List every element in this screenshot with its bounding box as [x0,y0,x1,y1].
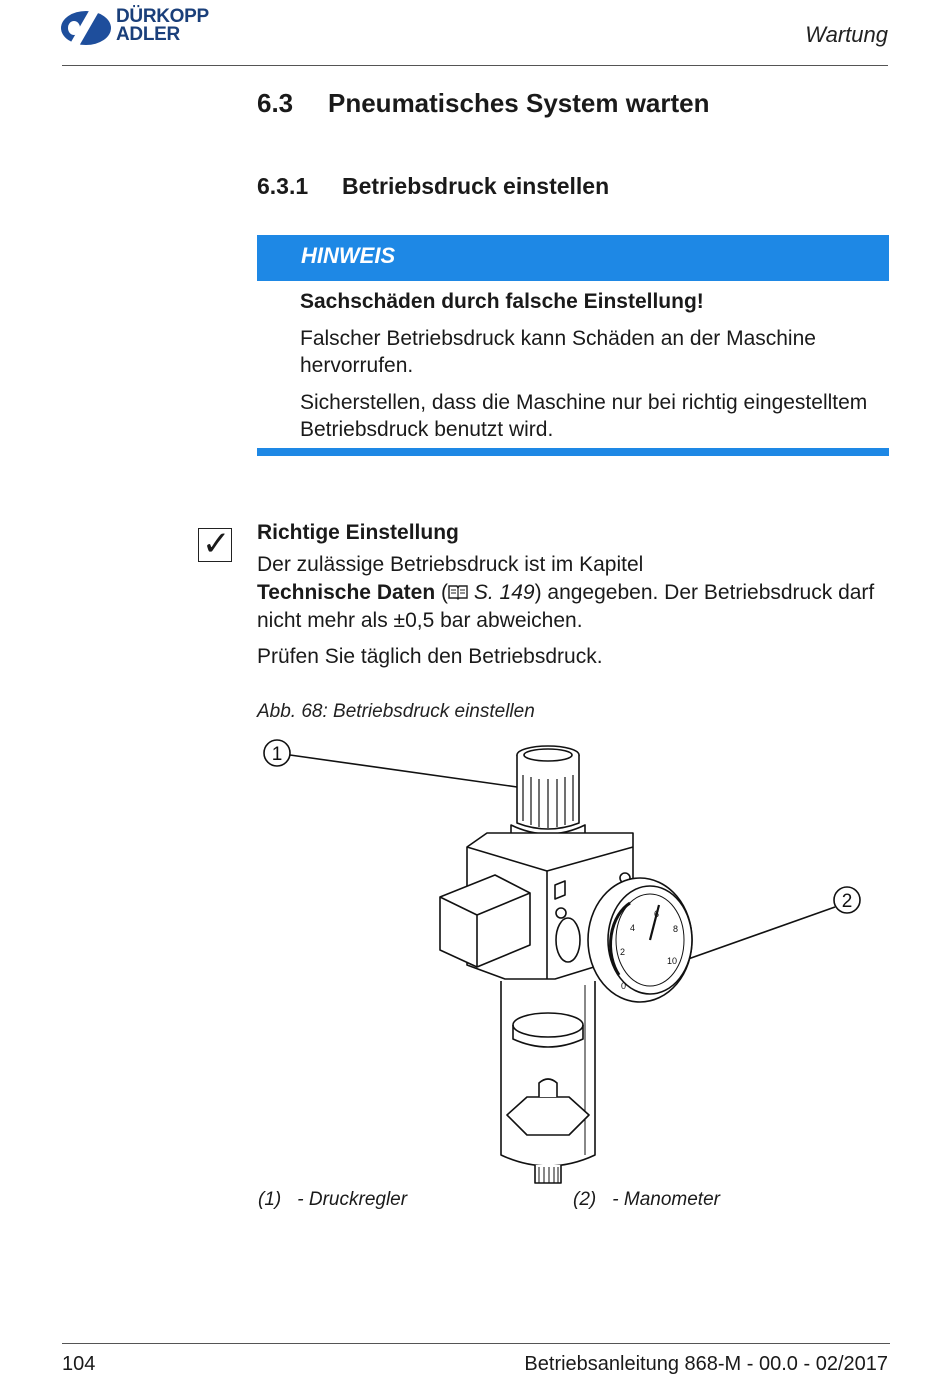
legend-text: - Manometer [612,1189,720,1210]
page-reference[interactable]: S. 149 [473,581,535,604]
brand-logo-icon [60,10,112,46]
notice-label: HINWEIS [301,243,396,268]
brand-logo [60,8,230,50]
legend-text: - Druckregler [297,1189,408,1210]
svg-text:8: 8 [673,924,679,934]
ref-open: ( [435,581,448,604]
ref-close: ) angegeben. Der Betriebsdruck darf nicht mehr als ±0,5 bar abweichen. [257,581,875,632]
notice-heading: Sachschäden durch falsche Einstellung! [300,290,704,313]
notice-text-2: Sicherstellen, dass die Maschine nur bei richtig eingestelltem Betriebsdruck benutzt wird. [300,391,868,441]
callout-1 [264,740,517,787]
setting-paragraph-2: Prüfen Sie täglich den Betriebsdruck. [257,645,603,668]
checkmark-icon [198,525,232,563]
brand-line-1: DÜRKOPP [116,6,209,27]
notice-footer-bar [257,448,889,456]
notice-text-1: Falscher Betriebsdruck kann Schäden an der Maschine hervorrufen. [300,327,816,377]
legend-number: (1) [258,1189,282,1210]
legend-item-2 [573,1189,720,1211]
notice-body [300,288,888,453]
setting-paragraph-1 [257,551,897,635]
svg-text:6: 6 [654,909,660,919]
svg-text:0: 0 [621,981,627,991]
header-divider [62,65,888,66]
callout-2-label: 2 [841,891,853,912]
manometer-gauge [588,878,692,1002]
svg-text:4: 4 [630,923,636,933]
book-icon [448,584,468,600]
chapter-link[interactable]: Technische Daten [257,581,436,604]
callout-1-label: 1 [271,744,283,765]
section-title: Pneumatisches System warten [328,88,710,118]
footer-divider [62,1343,890,1344]
section-header: Wartung [805,22,888,47]
brand-line-2: ADLER [116,24,180,45]
setting-heading: Richtige Einstellung [257,521,459,544]
subsection-number: 6.3.1 [257,173,309,199]
svg-text:10: 10 [667,956,678,966]
check-glyph: ✓ [202,525,231,563]
filter-bowl [501,981,595,1183]
figure-caption: Abb. 68: Betriebsdruck einstellen [257,701,535,722]
page-number: 104 [62,1353,96,1375]
setting-text-a: Der zulässige Betriebsdruck ist im Kapitel [257,553,644,576]
legend-number: (2) [573,1189,597,1210]
pressure-regulator-illustration [255,735,885,1185]
brand-name [116,8,236,44]
setting-section [257,519,897,679]
section-number: 6.3 [257,88,294,118]
document-reference: Betriebsanleitung 868-M - 00.0 - 02/2017 [524,1353,888,1375]
notice-header-bar [257,235,889,281]
svg-text:2: 2 [620,947,626,957]
subsection-title: Betriebsdruck einstellen [342,173,610,199]
legend-item-1 [258,1189,407,1211]
